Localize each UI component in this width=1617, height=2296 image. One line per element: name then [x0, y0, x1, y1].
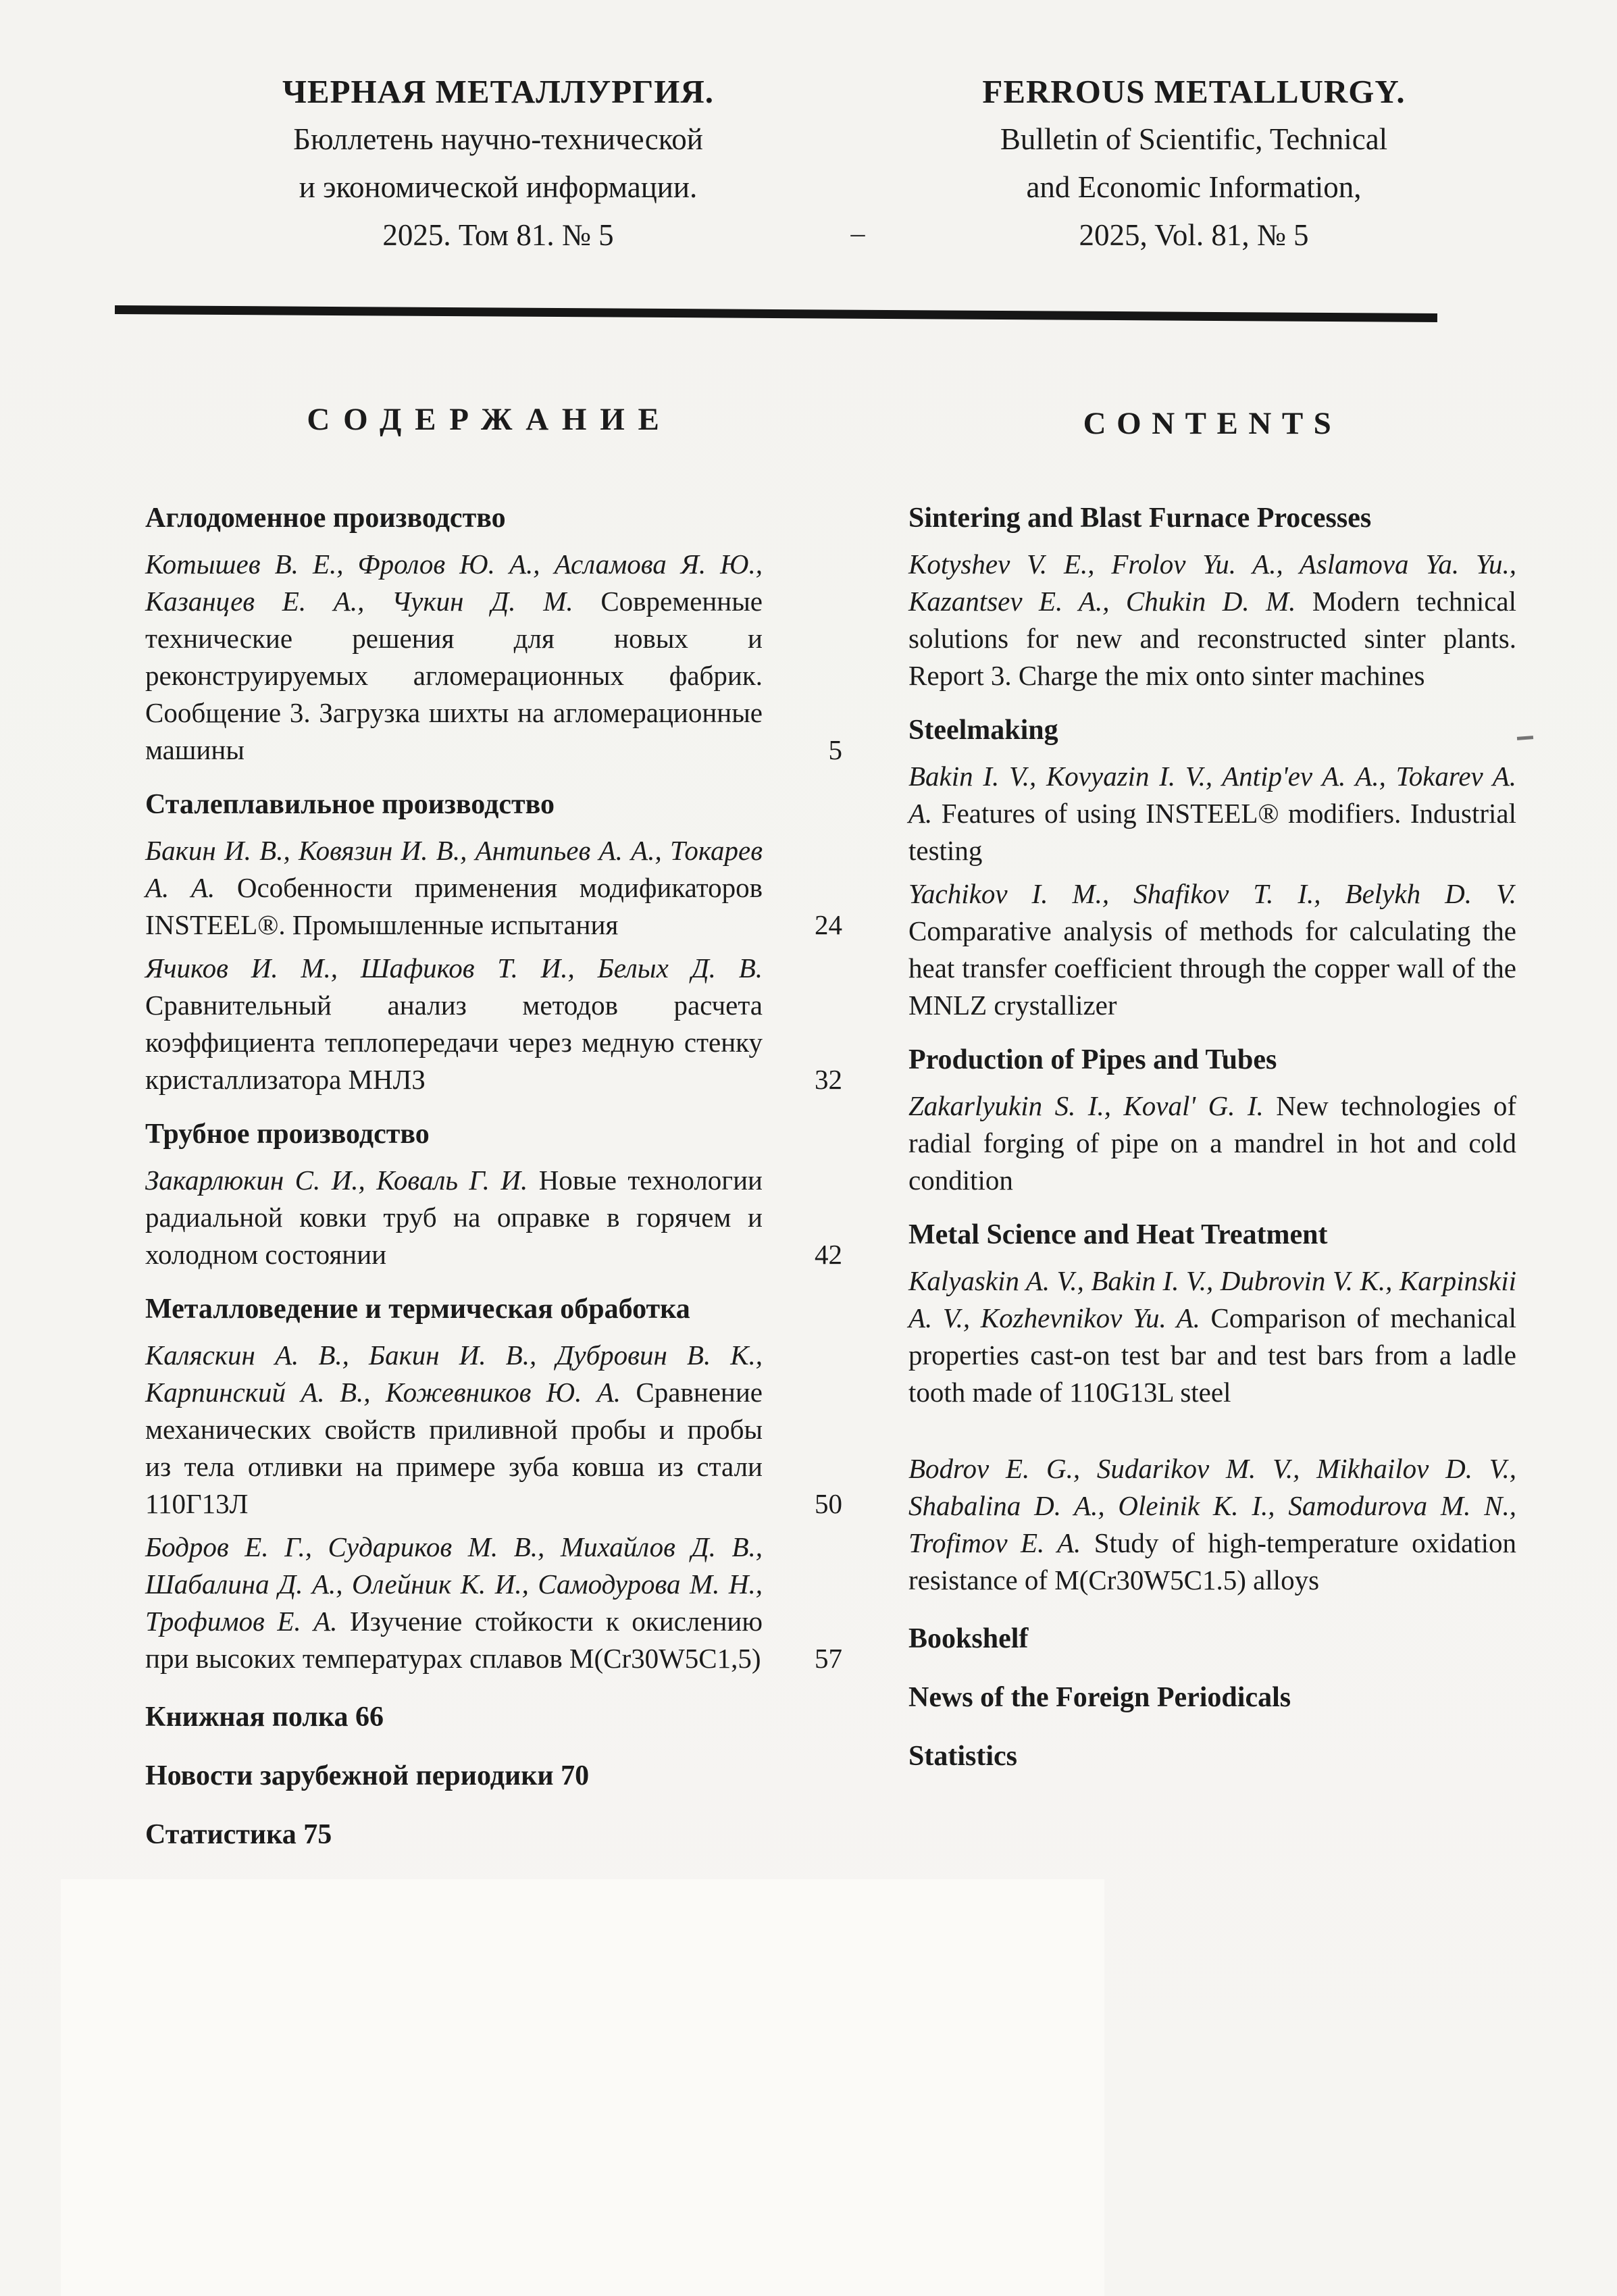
journal-subtitle-ru-line1: Бюллетень научно-технической	[293, 122, 703, 156]
entry-page-number: 24	[815, 909, 842, 940]
header-divider-rule	[115, 305, 1437, 322]
journal-title-en: FERROUS METALLURGY.	[982, 73, 1406, 110]
toc-entry-zakarlyukin-ru	[145, 1162, 842, 1273]
toc-entry-bakin-ru	[145, 832, 842, 944]
entry-authors: Bodrov E. G., Sudarikov M. V., Mikhailov D. V., Shabalina D. A., Oleinik K. I., Samodurova M. N., Trofimov E. A.	[908, 1453, 1516, 1558]
toc-entry-kotyshev-ru	[145, 546, 842, 769]
entry-page-number: 32	[815, 1064, 842, 1095]
entry-title: New technologies of radial forging of pipe on a mandrel in hot and cold condition	[908, 1090, 1516, 1196]
entry-page-number: 50	[815, 1488, 842, 1519]
entry-title: Новые технологии радиальной ковки труб на оправке в горячем и холодном состоянии	[145, 1165, 763, 1270]
journal-title-ru: ЧЕРНАЯ МЕТАЛЛУРГИЯ.	[282, 73, 715, 110]
entry-authors: Закарлюкин С. И., Коваль Г. И.	[145, 1165, 528, 1196]
entry-page-number: 75	[303, 1819, 332, 1850]
toc-entry-bodrov-en	[908, 1450, 1516, 1599]
entry-title: Сравнительный анализ методов расчета коэффициента теплопередачи через медную стенку кристаллизатора МНЛЗ	[145, 990, 763, 1095]
toc-entry-yachikov-ru	[145, 950, 842, 1098]
toc-entry-bakin-en	[908, 758, 1516, 869]
entry-authors: Bakin I. V., Kovyazin I. V., Antip'ev A. A., Tokarev A. A.	[908, 761, 1516, 829]
scan-bright-area	[61, 1879, 1104, 2296]
entry-title: Изучение стойкости к окислению при высоких температурах сплавов М(Cr30W5C1,5)	[145, 1606, 763, 1674]
entry-title: Comparative analysis of methods for calculating the heat transfer coefficient through the copper wall of the MNLZ crystallizer	[908, 915, 1516, 1021]
toc-entry-news-ru	[145, 1758, 842, 1795]
section-heading-metal-science-en: Metal Science and Heat Treatment	[908, 1219, 1328, 1250]
entry-title: Особенности применения модификаторов INSTEEL®. Промышленные испытания	[145, 872, 763, 940]
entry-label: News of the Foreign Periodicals	[908, 1682, 1291, 1713]
journal-subtitle-en-line1: Bulletin of Scientific, Technical	[1000, 122, 1388, 156]
entry-title: Comparison of mechanical properties cast-on test bar and test bars from a ladle tooth made of 110G13L steel	[908, 1302, 1516, 1408]
toc-entry-bodrov-ru	[145, 1529, 842, 1677]
entry-page-number: 5	[828, 734, 842, 765]
journal-subtitle-ru-line2: и экономической информации.	[299, 170, 698, 204]
toc-entry-statistics-ru	[145, 1816, 842, 1854]
entry-title: Сравнение механических свойств приливной пробы и пробы из тела отливки на примере зуба ковша из стали 110Г13Л	[145, 1377, 763, 1519]
toc-title-english: CONTENTS	[1083, 406, 1342, 441]
toc-title-russian: СОДЕРЖАНИЕ	[307, 402, 673, 437]
entry-title: Современные технические решения для новых и реконструируемых агломерационных фабрик. Сообщение 3. Загрузка шихты на агломерационные машины	[145, 586, 763, 765]
toc-entry-bookshelf-ru	[145, 1699, 842, 1736]
entry-title: Modern technical solutions for new and reconstructed sinter plants. Report 3. Charge the mix onto sinter machines	[908, 586, 1517, 691]
toc-entry-bookshelf-en	[908, 1621, 1516, 1658]
section-heading-pipes-ru: Трубное производство	[145, 1119, 430, 1150]
entry-authors: Котышев В. Е., Фролов Ю. А., Асламова Я. Ю., Казанцев Е. А., Чукин Д. М.	[145, 549, 763, 617]
entry-authors: Kotyshev V. E., Frolov Yu. A., Aslamova Ya. Yu., Kazantsev E. A., Chukin D. M.	[908, 549, 1516, 617]
entry-label: Новости зарубежной периодики	[145, 1760, 554, 1791]
entry-page-number: 42	[815, 1239, 842, 1270]
toc-entry-news-en	[908, 1679, 1516, 1716]
entry-page-number: 70	[561, 1760, 590, 1791]
entry-page-number: 57	[815, 1643, 842, 1674]
journal-issue-ru: 2025. Том 81. № 5	[382, 218, 614, 252]
journal-issue-en: 2025, Vol. 81, № 5	[1079, 218, 1309, 252]
toc-entry-kalyaskin-en	[908, 1262, 1516, 1411]
masthead-english	[878, 68, 1510, 259]
masthead-russian	[145, 68, 851, 259]
section-heading-steelmaking-en: Steelmaking	[908, 715, 1058, 746]
entry-title: Features of using INSTEEL® modifiers. Industrial testing	[908, 798, 1516, 866]
journal-subtitle-en-line2: and Economic Information,	[1026, 170, 1362, 204]
entry-label: Bookshelf	[908, 1623, 1029, 1654]
toc-column-english	[908, 500, 1516, 1797]
section-heading-sinter-en: Sintering and Blast Furnace Processes	[908, 503, 1372, 534]
entry-authors: Каляскин А. В., Бакин И. В., Дубровин В. К., Карпинский А. В., Кожевников Ю. А.	[145, 1340, 763, 1408]
entry-authors: Бодров Е. Г., Судариков М. В., Михайлов Д. В., Шабалина Д. А., Олейник К. И., Самодурова М. Н., Трофимов Е. А.	[145, 1531, 763, 1637]
entry-authors: Kalyaskin A. V., Bakin I. V., Dubrovin V. K., Karpinskii A. V., Kozhevnikov Yu. A.	[908, 1265, 1516, 1333]
toc-entry-kotyshev-en	[908, 546, 1516, 694]
ink-speck-artifact	[1517, 736, 1533, 740]
toc-entry-yachikov-en	[908, 875, 1516, 1024]
entry-label: Книжная полка	[145, 1702, 349, 1733]
toc-entry-statistics-en	[908, 1738, 1516, 1775]
header-separator-dash: –	[850, 218, 865, 249]
entry-page-number: 66	[355, 1702, 384, 1733]
section-heading-sinter-ru: Аглодоменное производство	[145, 503, 506, 534]
toc-entry-zakarlyukin-en	[908, 1088, 1516, 1199]
section-heading-pipes-en: Production of Pipes and Tubes	[908, 1044, 1277, 1075]
section-heading-metal-science-ru: Металловедение и термическая обработка	[145, 1294, 690, 1325]
entry-authors: Zakarlyukin S. I., Koval' G. I.	[908, 1090, 1264, 1121]
toc-entry-kalyaskin-ru	[145, 1337, 842, 1523]
entry-label: Statistics	[908, 1741, 1017, 1772]
entry-authors: Ячиков И. М., Шафиков Т. И., Белых Д. В.	[145, 952, 763, 984]
entry-authors: Бакин И. В., Ковязин И. В., Антипьев А. А., Токарев А. А.	[145, 835, 763, 903]
entry-authors: Yachikov I. M., Shafikov T. I., Belykh D. V.	[908, 878, 1516, 909]
section-heading-steelmaking-ru: Сталеплавильное производство	[145, 789, 555, 820]
toc-column-russian	[145, 500, 842, 1875]
entry-label: Статистика	[145, 1819, 297, 1850]
entry-title: Study of high-temperature oxidation resistance of M(Cr30W5C1.5) alloys	[908, 1527, 1516, 1596]
